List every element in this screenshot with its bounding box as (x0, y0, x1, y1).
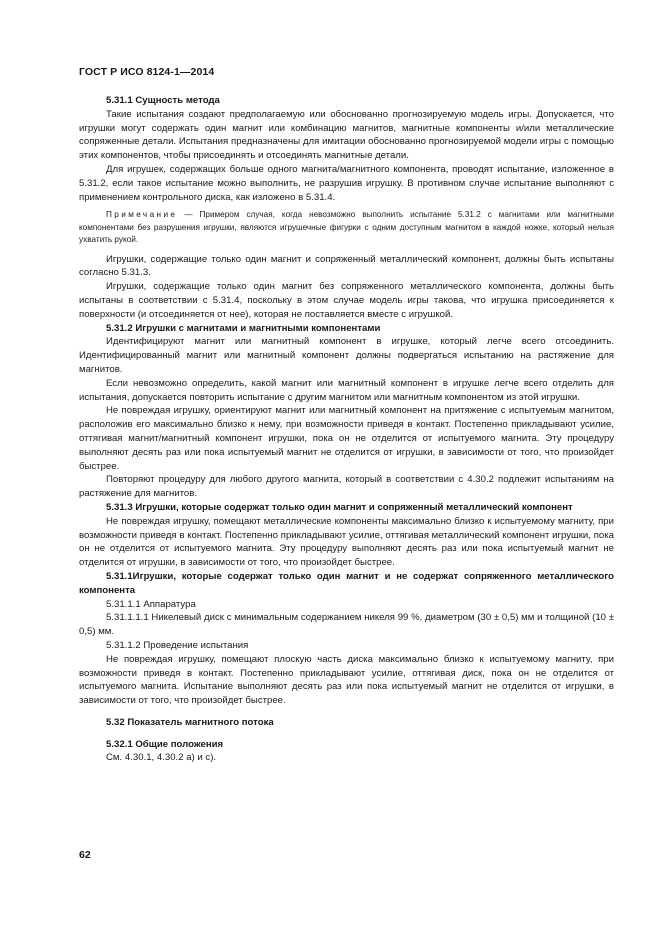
section-heading-5-31-2: 5.31.2 Игрушки с магнитами и магнитными компонентами (106, 322, 381, 334)
paragraph: Не повреждая игрушку, ориентируют магнит или магнитный компонент на притяжение с испытуемым магнитом, расположив его максимально близко к нему, при возможности приведя в контакт. Постепенно прикладывают усилие, оттягивая магнит/магнитный компонент игрушки, пока он не отделится от испытуемого магнита. Эту процедуру выполняют десять раз или пока испытуемый магнит не отделится от игрушки, в зависимости от того, что произойдет быстрее. (79, 405, 614, 472)
paragraph: Повторяют процедуру для любого другого магнита, который в соответствии с 4.30.2 подлежит испытаниям на растяжение для магнитов. (79, 474, 614, 500)
note-text: — Примером случая, когда невозможно выполнить испытание 5.31.2 с магнитами или магнитными компонентами без разрушения игрушки, являются игрушечные фигурки с одним доступным магнитом в каждой ножке, который нельзя ухватить рукой. (79, 210, 614, 245)
paragraph: Идентифицируют магнит или магнитный компонент в игрушке, который легче всего отсоединить. Идентифицированный магнит или магнитный компонент должны подвергаться испытанию на растяжение для магнитов. (79, 336, 614, 375)
section-heading-5-32: 5.32 Показатель магнитного потока (106, 716, 274, 728)
paragraph: Игрушки, содержащие только один магнит и сопряженный металлический компонент, должны быть испытаны согласно 5.31.3. (79, 253, 614, 279)
paragraph: Для игрушек, содержащих больше одного магнита/магнитного компонента, проводят испытание, изложенное в 5.31.2, если такое испытание можно выполнить, не разрушив игрушку. В противном случае испытание выполняют с применением контрольного диска, как изложено в 5.31.4. (79, 163, 614, 203)
paragraph: Такие испытания создают предполагаемую или обоснованно прогнозируемую модель игры. Допускается, что игрушки могут содержать один магнит или комбинацию магнитов, магнитные компоненты и/или металлические сопряженные детали. Испытания предназначены для имитации обоснованно прогнозируемой модели игры с помощью этих компонентов, чтобы присоединять и отсоединять магнитные детали. (79, 108, 614, 162)
document-header: ГОСТ Р ИСО 8124-1—2014 (79, 66, 215, 78)
section-heading-5-31-1: 5.31.1 Сущность метода (106, 95, 220, 106)
paragraph: 5.31.1.1.1 Никелевый диск с минимальным содержанием никеля 99 %, диаметром (30 ± 0,5) мм и толщиной (10 ± 0,5) мм. (79, 612, 614, 638)
section-heading-5-32-1: 5.32.1 Общие положения (106, 738, 224, 750)
paragraph: Не повреждая игрушку, помещают металлические компоненты максимально близко к испытуемому магниту, при возможности приведя в контакт. Постепенно прикладывают усилие, оттягивая металлический компонент игрушки, пока он не отделится от испытуемого магнита. Эту процедуру выполняют десять раз или пока испытуемый магнит не отделится от игрушки, в зависимости от того, что произойдет быстрее. (79, 515, 614, 569)
subsection-procedure: 5.31.1.2 Проведение испытания (106, 639, 249, 651)
document-body (79, 94, 614, 765)
note (79, 209, 614, 246)
paragraph: Игрушки, содержащие только один магнит без сопряженного металлического компонента, должны быть испытаны в соответствии с 5.31.4, поскольку в этом случае модель игры такова, что игрушка присоединяется к поверхности (и отсоединяется от нее), которая не поставляется вместе с игрушкой. (79, 281, 614, 320)
paragraph: Не повреждая игрушку, помещают плоскую часть диска максимально близко к испытуемому магниту, при возможности приведя в контакт. Постепенно прикладывают усилие, оттягивая диск, пока он не отделится от испытуемого магнита. Испытание выполняют десять раз или пока испытуемый магнит не отделится от игрушки, в зависимости от того, что произойдет быстрее. (79, 653, 614, 707)
section-heading-5-31-3: 5.31.3 Игрушки, которые содержат только один магнит и сопряженный металлический компонент (106, 501, 573, 513)
subsection-apparatus: 5.31.1.1 Аппаратура (106, 598, 196, 610)
section-heading-5-31-1-single-magnet: 5.31.1Игрушки, которые содержат только один магнит и не содержат сопряженного металлического компонента (79, 570, 614, 596)
note-label: Примечание (106, 210, 178, 220)
page-number: 62 (79, 849, 91, 861)
paragraph: См. 4.30.1, 4.30.2 а) и с). (106, 752, 217, 764)
paragraph: Если невозможно определить, какой магнит или магнитный компонент в игрушке легче всего отделить для испытания, допускается повторить испытание с другим магнитом или магнитным компонентом из этой игрушки. (79, 377, 614, 403)
